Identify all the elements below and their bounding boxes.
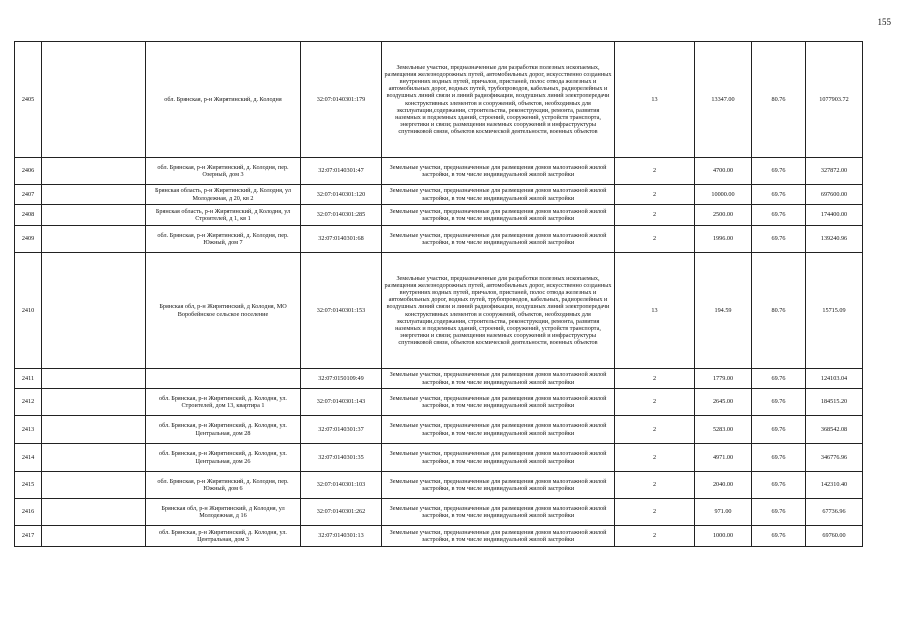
specific-value-cell: 69.76 <box>752 526 806 547</box>
specific-value-cell: 69.76 <box>752 369 806 389</box>
land-use-cell: Земельные участки, предназначенные для размещения домов малоэтажной жилой застройки, в том числе индивидуальной жилой застройки <box>382 185 615 205</box>
blank-cell <box>42 42 146 158</box>
use-group-cell: 2 <box>615 416 695 444</box>
area-cell: 4700.00 <box>695 158 752 185</box>
cadastral-value-cell: 368542.08 <box>806 416 863 444</box>
table-row <box>15 253 863 369</box>
address-cell: обл. Брянская, р-н Жирятинский, д. Колодня <box>146 42 301 158</box>
row-number-cell: 2412 <box>15 389 42 416</box>
cadastral-number-cell: 32:07:0140301:68 <box>301 226 382 253</box>
row-number-cell: 2417 <box>15 526 42 547</box>
row-number-cell: 2411 <box>15 369 42 389</box>
address-cell: обл. Брянская, р-н Жирятинский, д. Колодня, ул. Центральная, дом 3 <box>146 526 301 547</box>
land-use-cell: Земельные участки, предназначенные для размещения домов малоэтажной жилой застройки, в том числе индивидуальной жилой застройки <box>382 158 615 185</box>
cadastral-value-cell: 697600.00 <box>806 185 863 205</box>
cadastral-value-cell: 184515.20 <box>806 389 863 416</box>
table-row <box>15 526 863 547</box>
specific-value-cell: 69.76 <box>752 389 806 416</box>
area-cell: 5283.00 <box>695 416 752 444</box>
row-number-cell: 2407 <box>15 185 42 205</box>
cadastral-number-cell: 32:07:0140301:47 <box>301 158 382 185</box>
table-row <box>15 499 863 526</box>
address-cell: обл. Брянская, р-н Жирятинский, д. Колодня, ул. Центральная, дом 26 <box>146 444 301 472</box>
row-number-cell: 2415 <box>15 472 42 499</box>
row-number-cell: 2405 <box>15 42 42 158</box>
land-use-cell: Земельные участки, предназначенные для размещения домов малоэтажной жилой застройки, в том числе индивидуальной жилой застройки <box>382 389 615 416</box>
address-cell: Брянская область, р-н Жирятинский, д Колодня, ул Строителей, д 1, кв 1 <box>146 205 301 226</box>
address-cell: обл. Брянская, р-н Жирятинский, д. Колодня, пер. Озерный, дом 3 <box>146 158 301 185</box>
cadastral-number-cell: 32:07:0140301:153 <box>301 253 382 369</box>
specific-value-cell: 69.76 <box>752 416 806 444</box>
blank-cell <box>42 526 146 547</box>
specific-value-cell: 69.76 <box>752 472 806 499</box>
cadastral-number-cell: 32:07:0140301:143 <box>301 389 382 416</box>
table-row <box>15 226 863 253</box>
cadastral-number-cell: 32:07:0140301:35 <box>301 444 382 472</box>
use-group-cell: 2 <box>615 526 695 547</box>
specific-value-cell: 69.76 <box>752 499 806 526</box>
area-cell: 13347.00 <box>695 42 752 158</box>
address-cell: Брянская обл, р-н Жирятинский, д Колодня, МО Воробейнское сельское поселение <box>146 253 301 369</box>
blank-cell <box>42 472 146 499</box>
address-cell: обл. Брянская, р-н Жирятинский, д. Колодня, ул. Центральная, дом 28 <box>146 416 301 444</box>
row-number-cell: 2410 <box>15 253 42 369</box>
table-body <box>15 42 863 547</box>
cadastral-number-cell: 32:07:0140301:103 <box>301 472 382 499</box>
use-group-cell: 2 <box>615 226 695 253</box>
area-cell: 1000.00 <box>695 526 752 547</box>
table-row <box>15 444 863 472</box>
address-cell: обл. Брянская, р-н Жирятинский, д. Колодня, пер. Южный, дом 7 <box>146 226 301 253</box>
specific-value-cell: 69.76 <box>752 158 806 185</box>
use-group-cell: 13 <box>615 253 695 369</box>
use-group-cell: 2 <box>615 472 695 499</box>
table-row <box>15 416 863 444</box>
blank-cell <box>42 226 146 253</box>
cadastral-number-cell: 32:07:0140301:179 <box>301 42 382 158</box>
use-group-cell: 2 <box>615 185 695 205</box>
address-cell <box>146 369 301 389</box>
table-row <box>15 205 863 226</box>
area-cell: 1996.00 <box>695 226 752 253</box>
cadastral-value-cell: 346776.96 <box>806 444 863 472</box>
cadastral-number-cell: 32:07:0150109:49 <box>301 369 382 389</box>
address-cell: обл. Брянская, р-н Жирятинский, д. Колодня, ул. Строителей, дом 13, квартира 1 <box>146 389 301 416</box>
use-group-cell: 2 <box>615 158 695 185</box>
blank-cell <box>42 369 146 389</box>
area-cell: 4971.00 <box>695 444 752 472</box>
area-cell: 10000.00 <box>695 185 752 205</box>
table-row <box>15 389 863 416</box>
page-number: 155 <box>877 17 891 27</box>
row-number-cell: 2414 <box>15 444 42 472</box>
area-cell: 2040.00 <box>695 472 752 499</box>
cadastral-number-cell: 32:07:0140301:285 <box>301 205 382 226</box>
area-cell: 194.59 <box>695 253 752 369</box>
blank-cell <box>42 499 146 526</box>
cadastral-number-cell: 32:07:0140301:262 <box>301 499 382 526</box>
cadastral-value-cell: 15715.09 <box>806 253 863 369</box>
specific-value-cell: 69.76 <box>752 205 806 226</box>
land-use-cell: Земельные участки, предназначенные для размещения домов малоэтажной жилой застройки, в том числе индивидуальной жилой застройки <box>382 499 615 526</box>
blank-cell <box>42 158 146 185</box>
table-row <box>15 472 863 499</box>
specific-value-cell: 69.76 <box>752 226 806 253</box>
specific-value-cell: 69.76 <box>752 444 806 472</box>
land-use-cell: Земельные участки, предназначенные для размещения домов малоэтажной жилой застройки, в том числе индивидуальной жилой застройки <box>382 472 615 499</box>
address-cell: Брянская обл, р-н Жирятинский, д Колодня, ул Молодежная, д 16 <box>146 499 301 526</box>
table-row <box>15 185 863 205</box>
land-registry-table <box>14 41 863 547</box>
cadastral-value-cell: 139240.96 <box>806 226 863 253</box>
row-number-cell: 2409 <box>15 226 42 253</box>
use-group-cell: 2 <box>615 389 695 416</box>
blank-cell <box>42 253 146 369</box>
use-group-cell: 13 <box>615 42 695 158</box>
land-use-cell: Земельные участки, предназначенные для разработки полезных ископаемых, размещения железнодорожных путей, автомобильных дорог, искусственно созданных внутренних водных путей, причалов, пристаней, полос отвода железных и автомобильных дорог, водных путей, трубопроводов, кабельных, радиорелейных и воздушных линий связи и линий радиофикации, воздушных линий электропередачи конструктивных элементов и сооружений, объектов, необходимых для эксплуатации,содержания, строительства, реконструкции, ремонта, развития наземных и подземных зданий, строений, сооружений, устройств транспорта, энергетики и связи; размещения наземных сооружений и инфраструктуры спутниковой связи, объектов космической деятельности, военных объектов <box>382 42 615 158</box>
cadastral-value-cell: 67736.96 <box>806 499 863 526</box>
cadastral-value-cell: 174400.00 <box>806 205 863 226</box>
cadastral-value-cell: 327872.00 <box>806 158 863 185</box>
use-group-cell: 2 <box>615 369 695 389</box>
area-cell: 2500.00 <box>695 205 752 226</box>
address-cell: обл. Брянская, р-н Жирятинский, д. Колодня, пер. Южный, дом 6 <box>146 472 301 499</box>
row-number-cell: 2406 <box>15 158 42 185</box>
cadastral-value-cell: 69760.00 <box>806 526 863 547</box>
blank-cell <box>42 416 146 444</box>
use-group-cell: 2 <box>615 444 695 472</box>
table-row <box>15 369 863 389</box>
land-use-cell: Земельные участки, предназначенные для размещения домов малоэтажной жилой застройки, в том числе индивидуальной жилой застройки <box>382 416 615 444</box>
blank-cell <box>42 185 146 205</box>
specific-value-cell: 80.76 <box>752 253 806 369</box>
area-cell: 2645.00 <box>695 389 752 416</box>
blank-cell <box>42 389 146 416</box>
use-group-cell: 2 <box>615 499 695 526</box>
land-use-cell: Земельные участки, предназначенные для размещения домов малоэтажной жилой застройки, в том числе индивидуальной жилой застройки <box>382 226 615 253</box>
cadastral-value-cell: 124103.04 <box>806 369 863 389</box>
land-use-cell: Земельные участки, предназначенные для разработки полезных ископаемых, размещения железнодорожных путей, автомобильных дорог, искусственно созданных внутренних водных путей, причалов, пристаней, полос отвода железных и автомобильных дорог, водных путей, трубопроводов, кабельных, радиорелейных и воздушных линий связи и линий радиофикации, воздушных линий электропередачи конструктивных элементов и сооружений, объектов, необходимых для эксплуатации,содержания, строительства, реконструкции, ремонта, развития наземных и подземных зданий, строений, сооружений, устройств транспорта, энергетики и связи; размещения наземных сооружений и инфраструктуры спутниковой связи, объектов космической деятельности, военных объектов <box>382 253 615 369</box>
cadastral-number-cell: 32:07:0140301:37 <box>301 416 382 444</box>
use-group-cell: 2 <box>615 205 695 226</box>
specific-value-cell: 80.76 <box>752 42 806 158</box>
cadastral-number-cell: 32:07:0140301:13 <box>301 526 382 547</box>
land-use-cell: Земельные участки, предназначенные для размещения домов малоэтажной жилой застройки, в том числе индивидуальной жилой застройки <box>382 526 615 547</box>
cadastral-value-cell: 142310.40 <box>806 472 863 499</box>
specific-value-cell: 69.76 <box>752 185 806 205</box>
cadastral-value-cell: 1077903.72 <box>806 42 863 158</box>
land-use-cell: Земельные участки, предназначенные для размещения домов малоэтажной жилой застройки, в том числе индивидуальной жилой застройки <box>382 369 615 389</box>
blank-cell <box>42 205 146 226</box>
land-use-cell: Земельные участки, предназначенные для размещения домов малоэтажной жилой застройки, в том числе индивидуальной жилой застройки <box>382 205 615 226</box>
row-number-cell: 2413 <box>15 416 42 444</box>
table-row <box>15 42 863 158</box>
row-number-cell: 2416 <box>15 499 42 526</box>
row-number-cell: 2408 <box>15 205 42 226</box>
blank-cell <box>42 444 146 472</box>
address-cell: Брянская область, р-н Жирятинский, д. Колодня, ул Молодежная, д 20, кв 2 <box>146 185 301 205</box>
area-cell: 971.00 <box>695 499 752 526</box>
cadastral-number-cell: 32:07:0140301:120 <box>301 185 382 205</box>
area-cell: 1779.00 <box>695 369 752 389</box>
table-row <box>15 158 863 185</box>
land-use-cell: Земельные участки, предназначенные для размещения домов малоэтажной жилой застройки, в том числе индивидуальной жилой застройки <box>382 444 615 472</box>
